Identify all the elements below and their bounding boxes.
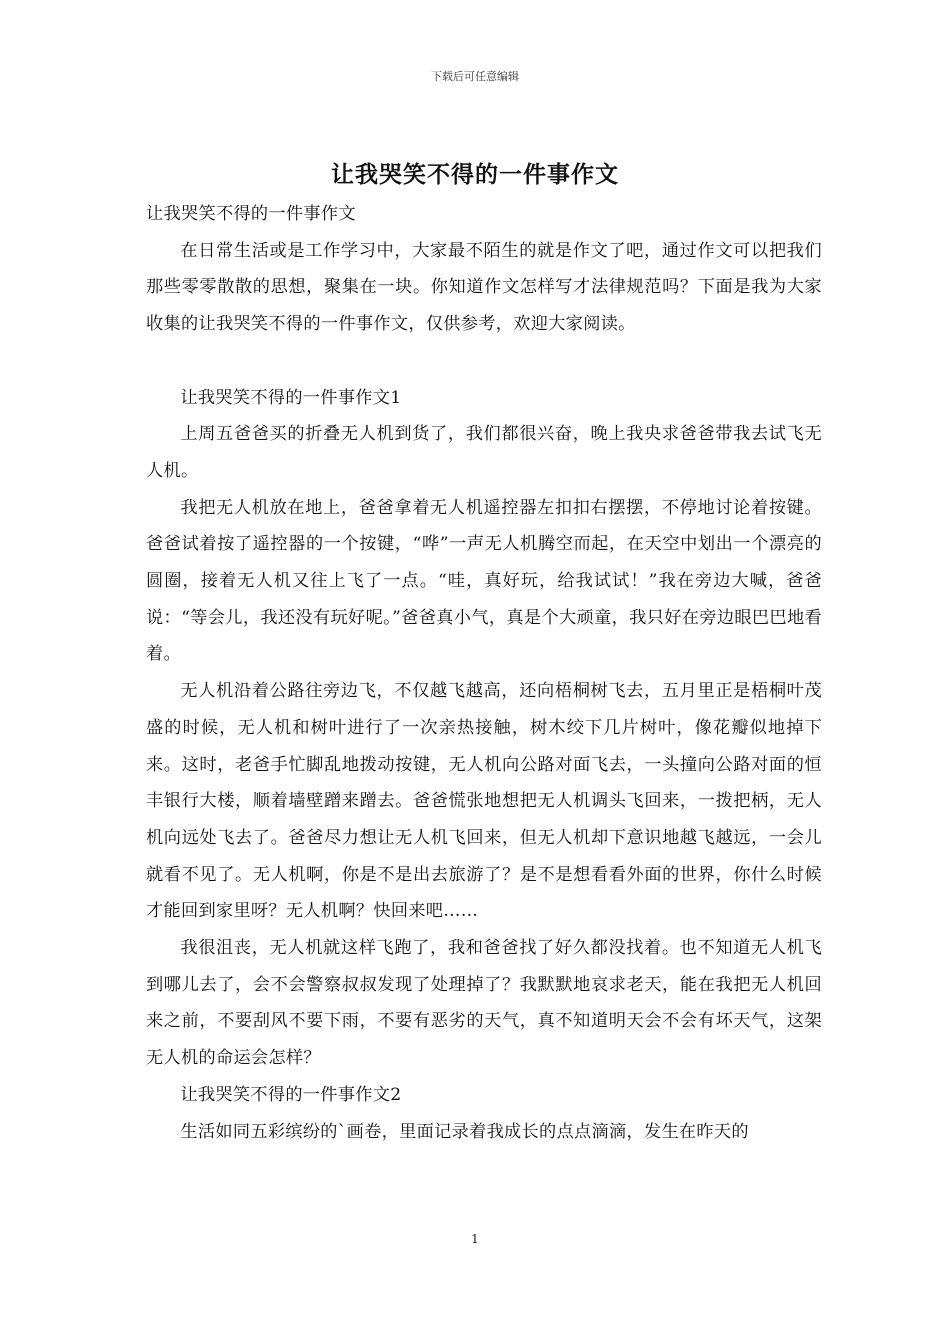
- section-1-heading: 让我哭笑不得的一件事作文1: [180, 387, 402, 408]
- document-title: 让我哭笑不得的一件事作文: [331, 162, 619, 188]
- section-2-heading: 让我哭笑不得的一件事作文2: [180, 1084, 402, 1105]
- page-number: 1: [471, 1232, 479, 1246]
- document-body: [146, 196, 822, 1150]
- document-subtitle: 让我哭笑不得的一件事作文: [146, 204, 356, 224]
- section-1-paragraph-1: 上周五爸爸买的折叠无人机到货了，我们都很兴奋，晚上我央求爸爸带我去试飞无人机。: [146, 424, 822, 481]
- section-1-paragraph-4: 我很沮丧，无人机就这样飞跑了，我和爸爸找了好久都没找着。也不知道无人机飞到哪儿去了，会不会警察叔叔发现了处理掉了？我默默地哀求老天，能在我把无人机回来之前，不要刮风不要下雨，不要有恶劣的天气，真不知道明天会不会有坏天气，这架无人机的命运会怎样？: [146, 938, 822, 1069]
- intro-paragraph: 在日常生活或是工作学习中，大家最不陌生的就是作文了吧，通过作文可以把我们那些零零散散的思想，聚集在一块。你知道作文怎样写才法律规范吗？下面是我为大家收集的让我哭笑不得的一件事作文，仅供参考，欢迎大家阅读。: [146, 240, 822, 335]
- blank-line: [146, 343, 822, 380]
- section-1-paragraph-2: 我把无人机放在地上，爸爸拿着无人机遥控器左扣扣右摆摆，不停地讨论着按键。爸爸试着按了遥控器的一个按键，“哗”一声无人机腾空而起，在天空中划出一个漂亮的圆圈，接着无人机又往上飞了一点。“哇，真好玩，给我试试！”我在旁边大喊，爸爸说：“等会儿，我还没有玩好呢。”爸爸真小气，真是个大顽童，我只好在旁边眼巴巴地看着。: [146, 497, 822, 665]
- section-2-paragraph-1: 生活如同五彩缤纷的`画卷，里面记录着我成长的点点滴滴，发生在昨天的: [180, 1121, 749, 1142]
- header-note: 下载后可任意编辑: [431, 70, 519, 83]
- section-1-paragraph-3: 无人机沿着公路往旁边飞，不仅越飞越高，还向梧桐树飞去，五月里正是梧桐叶茂盛的时候，无人机和树叶进行了一次亲热接触，树木绞下几片树叶，像花瓣似地掉下来。这时，老爸手忙脚乱地拨动按键，无人机向公路对面飞去，一头撞向公路对面的恒丰银行大楼，顺着墙壁蹭来蹭去。爸爸慌张地想把无人机调头飞回来，一拨把柄，无人机向远处飞去了。爸爸尽力想让无人机飞回来，但无人机却下意识地越飞越远，一会儿就看不见了。无人机啊，你是不是出去旅游了？是不是想看看外面的世界，你什么时候才能回到家里呀？无人机啊？快回来吧……: [146, 681, 822, 922]
